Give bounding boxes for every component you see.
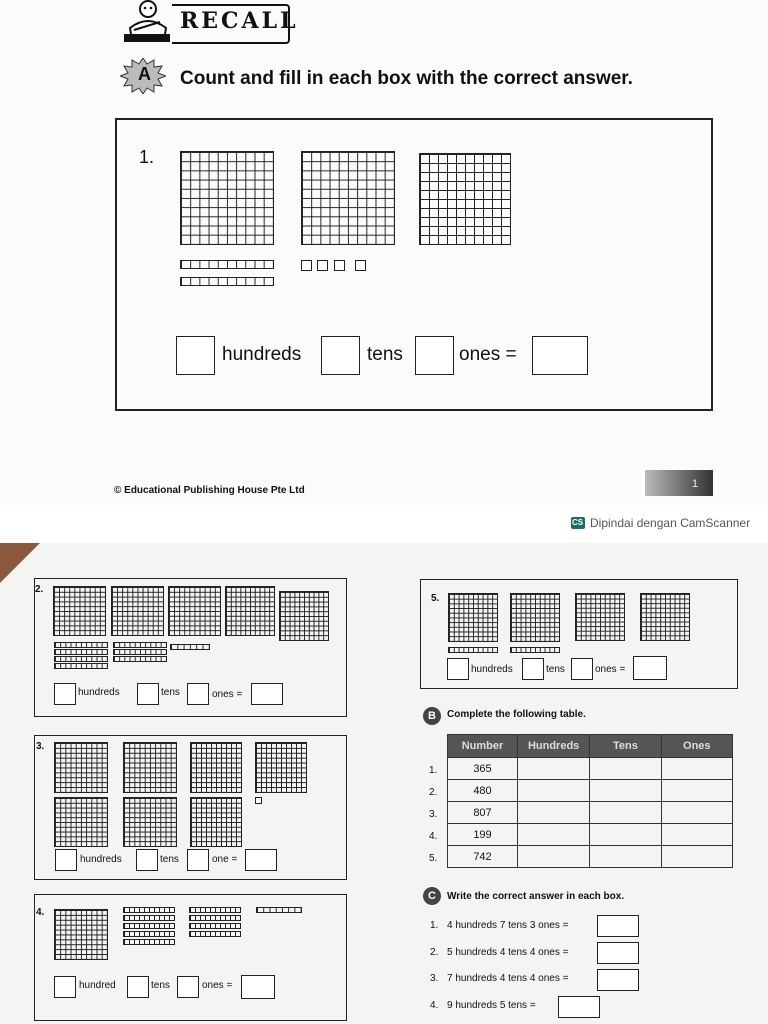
- c-item-3-box[interactable]: [597, 969, 639, 991]
- q2-total-box[interactable]: [251, 683, 283, 705]
- c-item-1-box[interactable]: [597, 915, 639, 937]
- cell-number: 807: [448, 802, 518, 824]
- q3-tens-label: tens: [160, 854, 179, 865]
- cell-ones[interactable]: [661, 824, 732, 846]
- q5-hundreds-label: hundreds: [471, 664, 513, 675]
- ten-rod: [189, 931, 241, 937]
- c-item-index: 4.: [430, 1000, 439, 1011]
- q2-ones-box[interactable]: [187, 683, 209, 705]
- q2-hundreds-box[interactable]: [54, 683, 76, 705]
- hundred-flat: [54, 909, 108, 960]
- section-b-instruction: Complete the following table.: [447, 709, 586, 720]
- table-row-index: 2.: [429, 787, 438, 798]
- ten-rod: [54, 642, 108, 648]
- ten-rod: [189, 907, 241, 913]
- q5-total-box[interactable]: [633, 656, 667, 680]
- hundred-flat: [510, 593, 560, 642]
- q4-ones-box[interactable]: [177, 976, 199, 998]
- c-item-text: 7 hundreds 4 tens 4 ones =: [447, 973, 569, 984]
- cell-hundreds[interactable]: [517, 802, 589, 824]
- q3-ones-label: one =: [212, 854, 238, 865]
- q4-total-box[interactable]: [241, 975, 275, 999]
- header-ones: Ones: [661, 735, 732, 758]
- q1-ones-box[interactable]: [415, 336, 454, 375]
- hundred-flat: [180, 151, 274, 245]
- one-cube: [301, 260, 312, 271]
- cell-number: 480: [448, 780, 518, 802]
- table-row-index: 1.: [429, 765, 438, 776]
- hundred-flat: [640, 593, 690, 641]
- ones-row: [170, 644, 210, 650]
- question-4-number: 4.: [36, 907, 45, 918]
- header-tens: Tens: [590, 735, 661, 758]
- c-item-index: 2.: [430, 947, 439, 958]
- table-row-index: 3.: [429, 809, 438, 820]
- cell-ones[interactable]: [661, 802, 732, 824]
- q5-ones-box[interactable]: [571, 658, 593, 680]
- c-item-text: 4 hundreds 7 tens 3 ones =: [447, 920, 569, 931]
- cell-number: 199: [448, 824, 518, 846]
- cell-ones[interactable]: [661, 846, 732, 868]
- hundred-flat: [168, 586, 221, 636]
- cell-number: 742: [448, 846, 518, 868]
- cell-tens[interactable]: [590, 824, 661, 846]
- cell-hundreds[interactable]: [517, 758, 589, 780]
- table-row: [448, 824, 733, 846]
- ten-rod: [54, 663, 108, 669]
- cell-tens[interactable]: [590, 780, 661, 802]
- hundred-flat: [301, 151, 395, 245]
- ten-rod: [123, 923, 175, 929]
- page-number-tab: [645, 470, 713, 496]
- q1-tens-label: tens: [367, 344, 403, 365]
- header-number: Number: [448, 735, 518, 758]
- cell-number: 365: [448, 758, 518, 780]
- hundred-flat: [54, 742, 108, 793]
- table-row: [448, 780, 733, 802]
- hundred-flat: [255, 742, 307, 793]
- c-item-text: 5 hundreds 4 tens 4 ones =: [447, 947, 569, 958]
- question-3-number: 3.: [36, 741, 45, 752]
- cell-hundreds[interactable]: [517, 780, 589, 802]
- one-cube: [334, 260, 345, 271]
- one-cube: [355, 260, 366, 271]
- camscanner-badge: CS: [572, 518, 584, 527]
- q2-tens-box[interactable]: [137, 683, 159, 705]
- ten-rod: [510, 647, 560, 653]
- mascot-icon: [120, 0, 174, 46]
- q3-tens-box[interactable]: [136, 849, 158, 871]
- ones-row: [256, 907, 302, 913]
- cell-hundreds[interactable]: [517, 824, 589, 846]
- cell-ones[interactable]: [661, 758, 732, 780]
- c-item-index: 1.: [430, 920, 439, 931]
- camscanner-text: Dipindai dengan CamScanner: [590, 516, 751, 530]
- ten-rod: [189, 915, 241, 921]
- table-header-row: [448, 735, 733, 758]
- one-cube: [255, 797, 262, 804]
- recall-title: RECALL: [180, 8, 299, 34]
- q2-tens-label: tens: [161, 687, 180, 698]
- table-row: [448, 846, 733, 868]
- badge-a-label: A: [138, 64, 151, 84]
- c-item-text: 9 hundreds 5 tens =: [447, 1000, 536, 1011]
- ten-rod: [113, 656, 167, 662]
- question-2-number: 2.: [35, 584, 44, 595]
- q1-ones-label: ones =: [459, 344, 517, 365]
- hundred-flat: [123, 797, 177, 847]
- hundred-flat: [111, 586, 164, 636]
- section-a-instruction: Count and fill in each box with the correct answer.: [180, 68, 633, 89]
- table-row-index: 5.: [429, 853, 438, 864]
- question-5-number: 5.: [431, 593, 440, 604]
- q3-hundreds-box[interactable]: [55, 849, 77, 871]
- c-item-2-box[interactable]: [597, 942, 639, 964]
- header-hundreds: Hundreds: [517, 735, 589, 758]
- ten-rod: [113, 649, 167, 655]
- hundred-flat: [190, 742, 242, 793]
- ten-rod: [123, 939, 175, 945]
- place-value-table: [447, 734, 733, 868]
- q4-hundreds-box[interactable]: [54, 976, 76, 998]
- cell-tens[interactable]: [590, 758, 661, 780]
- q5-hundreds-box[interactable]: [447, 658, 469, 680]
- c-item-4-box[interactable]: [558, 996, 600, 1018]
- ten-rod: [189, 923, 241, 929]
- ten-rod: [123, 907, 175, 913]
- q4-tens-box[interactable]: [127, 976, 149, 998]
- q1-tens-box[interactable]: [321, 336, 360, 375]
- hundred-flat: [54, 797, 108, 847]
- page-number: 1: [692, 478, 699, 490]
- hundred-flat: [53, 586, 106, 636]
- ten-rod: [123, 931, 175, 937]
- publisher-credit: © Educational Publishing House Pte Ltd: [114, 485, 305, 496]
- ten-rod: [180, 277, 274, 286]
- hundred-flat: [190, 797, 242, 847]
- ten-rod: [54, 656, 108, 662]
- ten-rod: [123, 915, 175, 921]
- one-cube: [317, 260, 328, 271]
- q1-total-box[interactable]: [532, 336, 588, 375]
- q4-ones-label: ones =: [202, 980, 233, 991]
- q3-ones-box[interactable]: [187, 849, 209, 871]
- hundred-flat: [419, 153, 511, 245]
- q3-hundreds-label: hundreds: [80, 854, 122, 865]
- section-c-instruction: Write the correct answer in each box.: [447, 891, 625, 902]
- q4-hundreds-label: hundred: [79, 980, 116, 991]
- ten-rod: [113, 642, 167, 648]
- q5-ones-label: ones =: [595, 664, 626, 675]
- ten-rod: [54, 649, 108, 655]
- table-row: [448, 802, 733, 824]
- cell-ones[interactable]: [661, 780, 732, 802]
- q5-tens-label: tens: [546, 664, 565, 675]
- page-corner: [0, 543, 40, 583]
- worksheet-page-2: [0, 543, 768, 1024]
- badge-c-icon: C: [423, 887, 441, 905]
- c-item-index: 3.: [430, 973, 439, 984]
- table-row-index: 4.: [429, 831, 438, 842]
- q4-tens-label: tens: [151, 980, 170, 991]
- q3-total-box[interactable]: [245, 849, 277, 871]
- table-row: [448, 758, 733, 780]
- worksheet-page-1: [0, 0, 768, 505]
- badge-b-icon: B: [423, 707, 441, 725]
- hundred-flat: [225, 586, 275, 636]
- hundred-flat: [123, 742, 177, 793]
- hundred-flat: [279, 591, 329, 641]
- q2-hundreds-label: hundreds: [78, 687, 120, 698]
- q1-hundreds-label: hundreds: [222, 344, 302, 365]
- q1-hundreds-box[interactable]: [176, 336, 215, 375]
- cell-tens[interactable]: [590, 802, 661, 824]
- ten-rod: [180, 260, 274, 269]
- hundred-flat: [448, 593, 498, 642]
- scanner-strip: [0, 505, 768, 543]
- q5-tens-box[interactable]: [522, 658, 544, 680]
- question-1-number: 1.: [139, 147, 155, 167]
- hundred-flat: [575, 593, 625, 641]
- ten-rod: [448, 647, 498, 653]
- cell-hundreds[interactable]: [517, 846, 589, 868]
- q2-ones-label: ones =: [212, 689, 243, 700]
- cell-tens[interactable]: [590, 846, 661, 868]
